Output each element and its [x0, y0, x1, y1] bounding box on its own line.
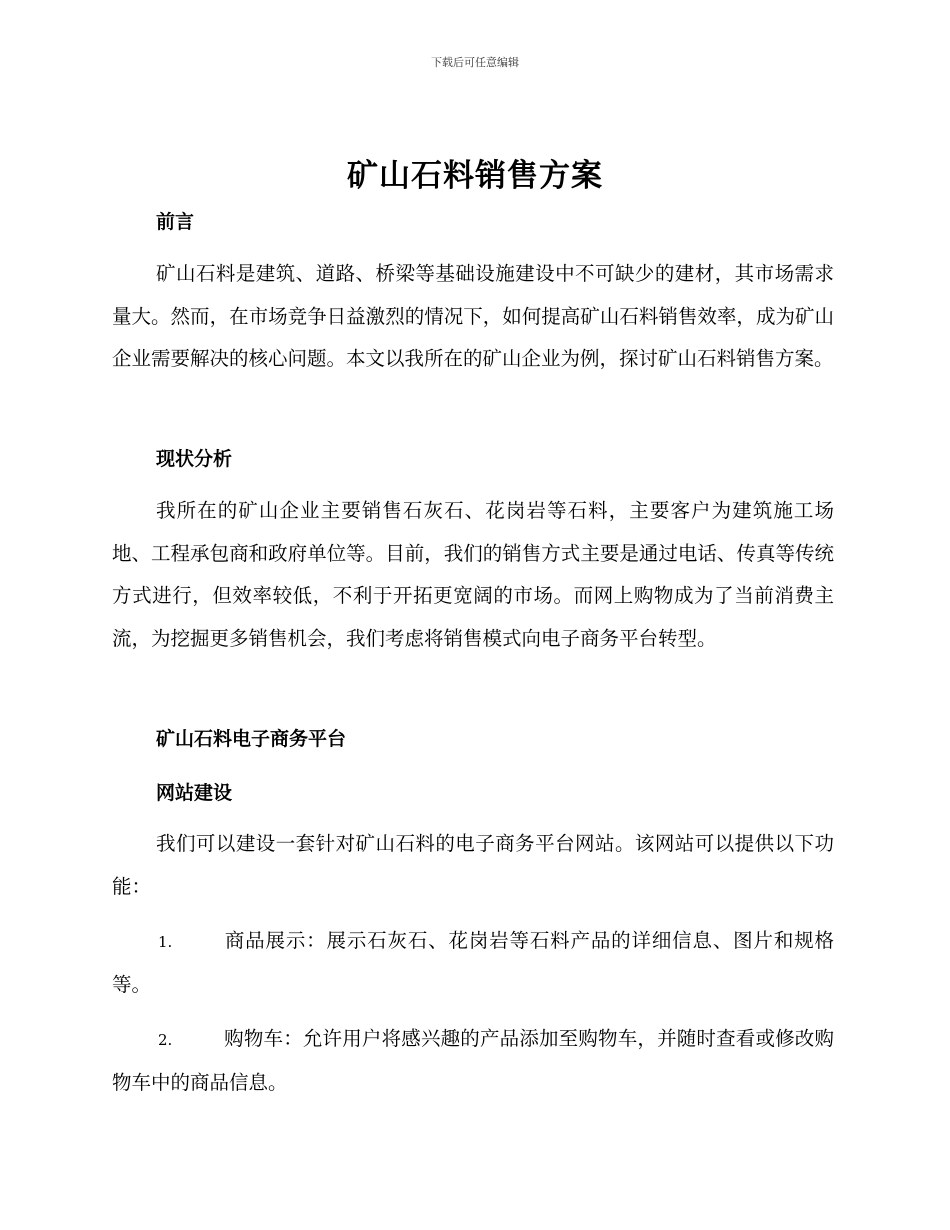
heading-ecommerce-platform: 矿山石料电子商务平台 [156, 728, 347, 750]
header-note: 下载后可任意编辑 [431, 56, 519, 69]
heading-status-analysis: 现状分析 [156, 448, 233, 470]
list-item-text: 商品展示：展示石灰石、花岗岩等石料产品的详细信息、图片和规格等。 [112, 929, 834, 996]
list-item-number: 1. [158, 933, 173, 951]
paragraph-status-analysis: 我所在的矿山企业主要销售石灰石、花岗岩等石料，主要客户为建筑施工场地、工程承包商和政府单位等。目前，我们的销售方式主要是通过电话、传真等传统方式进行，但效率较低，不利于开拓更宽阔的市场。而网上购物成为了当前消费主流，为挖掘更多销售机会，我们考虑将销售模式向电子商务平台转型。 [112, 499, 834, 650]
list-item-number: 2. [158, 1031, 173, 1049]
paragraph-preface: 矿山石料是建筑、道路、桥梁等基础设施建设中不可缺少的建材，其市场需求量大。然而，在市场竞争日益激烈的情况下，如何提高矿山石料销售效率，成为矿山企业需要解决的核心问题。本文以我所在的矿山企业为例，探讨矿山石料销售方案。 [112, 262, 834, 370]
paragraph-website-construction: 我们可以建设一套针对矿山石料的电子商务平台网站。该网站可以提供以下功能： [112, 832, 834, 898]
list-item [112, 1018, 834, 1104]
heading-preface: 前言 [156, 211, 195, 233]
document-title: 矿山石料销售方案 [347, 158, 603, 194]
list-item-text: 购物车：允许用户将感兴趣的产品添加至购物车，并随时查看或修改购物车中的商品信息。 [112, 1027, 834, 1094]
list-item [112, 920, 834, 1006]
heading-website-construction: 网站建设 [156, 782, 233, 804]
